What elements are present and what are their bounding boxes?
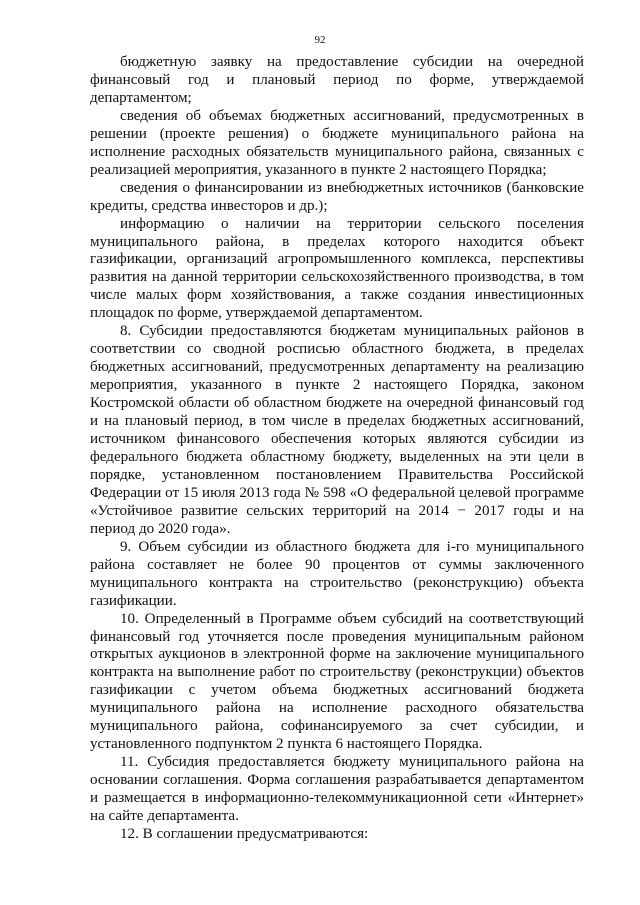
clause-10: 10. Определенный в Программе объем субсидий на соответствующий финансовый год уточняется после проведения муниципальным районом открытых аукционов в электронной форме на заключение муниципального контракта на выполнение работ по строительству (реконструкции) объектов газификации с учетом объема бюджетных ассигнований бюджета муниципального района на исполнение расходного обязательства муниципального района, софинансируемого за счет субсидии, и установленного подпунктом 2 пункта 6 настоящего Порядка.	[90, 610, 584, 753]
clause-11: 11. Субсидия предоставляется бюджету муниципального района на основании соглашения. Форма соглашения разрабатывается департаментом и размещается в информационно-телекоммуникационной сети «Интернет» на сайте департамента.	[90, 754, 584, 825]
paragraph-budget-allocations: сведения об объемах бюджетных ассигнований, предусмотренных в решении (проекте решения) о бюджете муниципального района на исполнение расходных обязательств муниципального района, связанных с реализацией мероприятия, указанного в пункте 2 настоящего Порядка;	[90, 107, 584, 178]
paragraph-agro-organizations: информацию о наличии на территории сельского поселения муниципального района, в пределах которого находится объект газификации, организаций агропромышленного комплекса, перспективы развития на данной территории сельскохозяйственного производства, в том числе малых форм хозяйствования, а также создания инвестиционных площадок по форме, утверждаемой департаментом.	[90, 215, 584, 322]
document-body	[90, 54, 584, 844]
clause-8: 8. Субсидии предоставляются бюджетам муниципальных районов в соответствии со сводной росписью областного бюджета, в пределах бюджетных ассигнований, предусмотренных департаменту на реализацию мероприятия, указанного в пункте 2 настоящего Порядка, законом Костромской области об областном бюджете на очередной финансовый год и на плановый период, в том числе в пределах бюджетных ассигнований, источником финансового обеспечения которых являются субсидии из федерального бюджета областному бюджету, выделенных на эти цели в порядке, установленном постановлением Правительства Российской Федерации от 15 июля 2013 года № 598 «О федеральной целевой программе «Устойчивое развитие сельских территорий на 2014 − 2017 годы и на период до 2020 года».	[90, 323, 584, 537]
page-number: 92	[314, 34, 326, 46]
paragraph-extrabudgetary-financing: сведения о финансировании из внебюджетных источников (банковские кредиты, средства инвесторов и др.);	[90, 179, 584, 214]
clause-9: 9. Объем субсидии из областного бюджета для i-го муниципального района составляет не более 90 процентов от суммы заключенного муниципального контракта на строительство (реконструкцию) объекта газификации.	[90, 538, 584, 609]
clause-12: 12. В соглашении предусматриваются:	[120, 825, 369, 842]
paragraph-budget-request: бюджетную заявку на предоставление субсидии на очередной финансовый год и плановый период по форме, утверждаемой департаментом;	[90, 54, 584, 106]
